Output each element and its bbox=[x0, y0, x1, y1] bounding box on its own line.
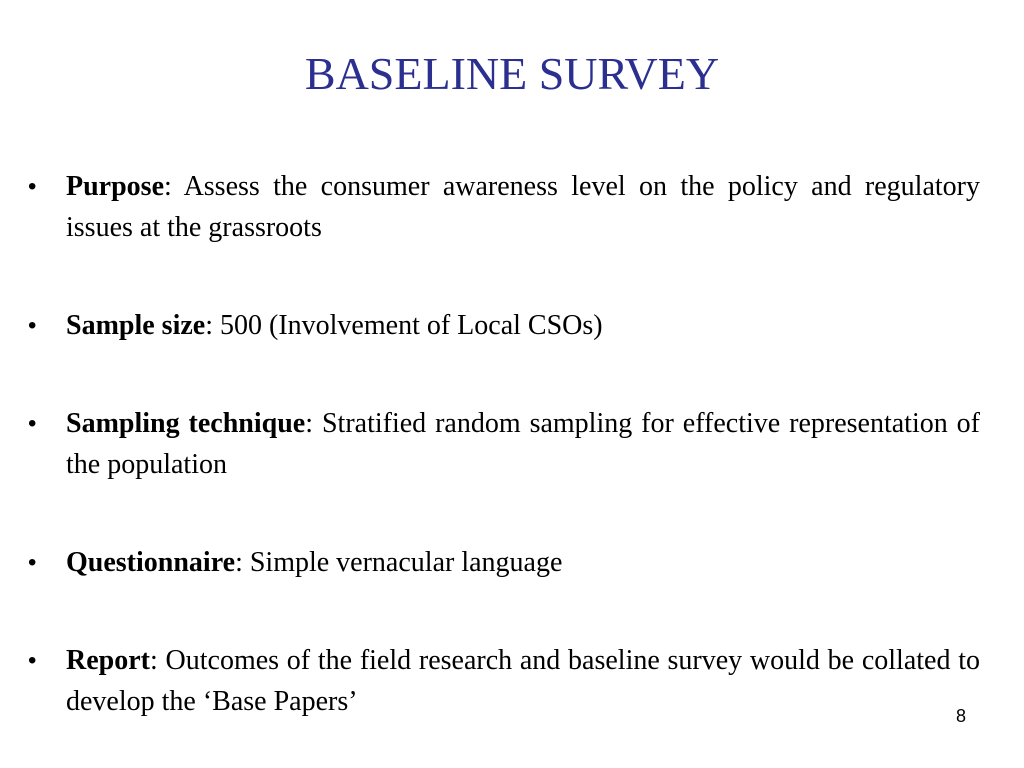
bullet-separator: : bbox=[305, 408, 314, 439]
bullet-separator: : bbox=[164, 171, 172, 202]
bullet-text: Outcomes of the field research and baseline survey would be collated to develop the ‘Base Papers’ bbox=[66, 645, 980, 717]
bullet-list bbox=[28, 166, 980, 768]
bullet-icon: • bbox=[28, 647, 37, 674]
bullet-item-sampling-technique bbox=[28, 403, 980, 485]
bullet-item-sample-size bbox=[28, 305, 980, 346]
bullet-term: Purpose bbox=[66, 171, 164, 202]
bullet-separator: : bbox=[235, 547, 243, 578]
bullet-icon: • bbox=[28, 312, 37, 339]
bullet-term: Sample size bbox=[66, 310, 206, 341]
bullet-item-purpose bbox=[28, 166, 980, 248]
slide-title: BASELINE SURVEY bbox=[304, 48, 720, 99]
bullet-icon: • bbox=[28, 549, 37, 576]
bullet-text: Assess the consumer awareness level on the policy and regulatory issues at the grassroots bbox=[66, 171, 980, 243]
bullet-text: 500 (Involvement of Local CSOs) bbox=[213, 310, 603, 341]
bullet-term: Sampling technique bbox=[66, 408, 306, 439]
bullet-text: Stratified random sampling for effective representation of the population bbox=[66, 408, 980, 480]
bullet-term: Questionnaire bbox=[66, 547, 236, 578]
bullet-icon: • bbox=[28, 173, 37, 200]
bullet-text: Simple vernacular language bbox=[242, 547, 563, 578]
bullet-term: Report bbox=[66, 645, 150, 676]
bullet-icon: • bbox=[28, 410, 37, 437]
bullet-separator: : bbox=[149, 645, 158, 676]
bullet-separator: : bbox=[205, 310, 213, 341]
bullet-item-questionnaire bbox=[28, 542, 980, 583]
bullet-item-report bbox=[28, 640, 980, 722]
page-number: 8 bbox=[955, 706, 966, 726]
